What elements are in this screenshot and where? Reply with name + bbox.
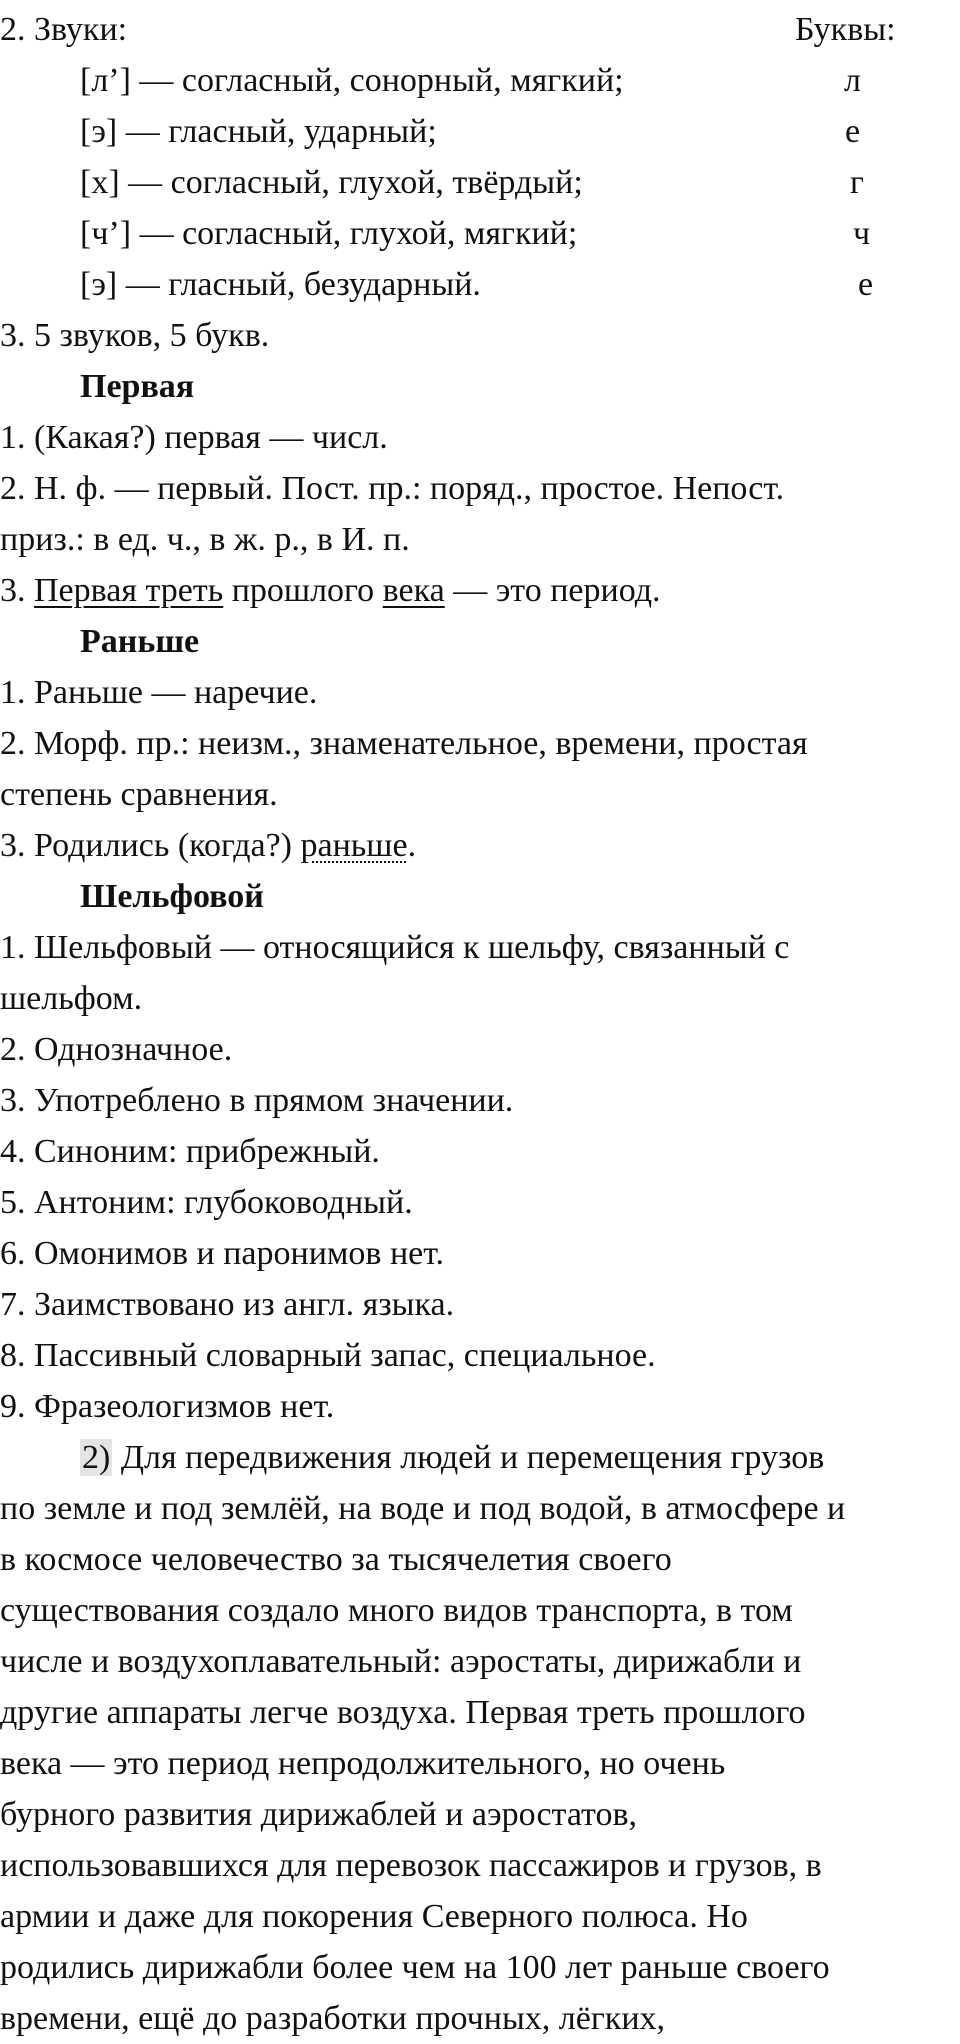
word-heading-pervaya: Первая bbox=[80, 368, 195, 405]
paragraph-line: века — это период непродолжительного, но очень bbox=[0, 1745, 726, 1782]
example-prefix: 3. Родились (когда?) bbox=[0, 827, 301, 864]
paragraph-first-line-text: Для передвижения людей и перемещения грузов bbox=[112, 1439, 825, 1476]
example-suffix: — это период. bbox=[444, 572, 661, 609]
analysis-line: 5. Антоним: глубоководный. bbox=[0, 1184, 413, 1221]
underlined-subject: Первая треть bbox=[34, 572, 224, 609]
analysis-line: 9. Фразеологизмов нет. bbox=[0, 1388, 335, 1425]
letter-cell: е bbox=[858, 266, 874, 303]
example-middle: прошлого bbox=[223, 572, 383, 609]
analysis-line: приз.: в ед. ч., в ж. р., в И. п. bbox=[0, 521, 410, 558]
underlined-adverbial: раньше bbox=[300, 827, 408, 864]
analysis-line: 7. Заимствовано из англ. языка. bbox=[0, 1286, 455, 1323]
analysis-line: 2. Морф. пр.: неизм., знаменательное, времени, простая bbox=[0, 725, 808, 762]
paragraph-line: другие аппараты легче воздуха. Первая треть прошлого bbox=[0, 1694, 806, 1731]
sounds-header-label: 2. Звуки: bbox=[0, 11, 128, 48]
paragraph-line: существования создало много видов транспорта, в том bbox=[0, 1592, 793, 1629]
analysis-line: 6. Омонимов и паронимов нет. bbox=[0, 1235, 445, 1272]
analysis-line: шельфом. bbox=[0, 980, 143, 1017]
paragraph-line: родились дирижабли более чем на 100 лет раньше своего bbox=[0, 1949, 830, 1986]
paragraph-line: числе и воздухоплавательный: аэростаты, дирижабли и bbox=[0, 1643, 802, 1680]
letter-cell: л bbox=[844, 62, 861, 99]
letters-header-label: Буквы: bbox=[795, 11, 896, 48]
sound-row: [ч’] — согласный, глухой, мягкий; bbox=[80, 215, 578, 252]
analysis-line: 1. (Какая?) первая — числ. bbox=[0, 419, 388, 456]
analysis-line: 2. Н. ф. — первый. Пост. пр.: поряд., простое. Непост. bbox=[0, 470, 785, 507]
paragraph-line: бурного развития дирижаблей и аэростатов, bbox=[0, 1796, 638, 1833]
underlined-word: века bbox=[382, 572, 445, 609]
paragraph-line: по земле и под землёй, на воде и под водой, в атмосфере и bbox=[0, 1490, 846, 1527]
example-sentence bbox=[0, 565, 661, 616]
analysis-line: 4. Синоним: прибрежный. bbox=[0, 1133, 380, 1170]
sounds-total: 3. 5 звуков, 5 букв. bbox=[0, 317, 270, 354]
analysis-line: 8. Пассивный словарный запас, специальное. bbox=[0, 1337, 656, 1374]
analysis-line: 3. Употреблено в прямом значении. bbox=[0, 1082, 514, 1119]
paragraph-line: армии и даже для покорения Северного полюса. Но bbox=[0, 1898, 748, 1935]
analysis-line: 2. Однозначное. bbox=[0, 1031, 233, 1068]
letter-cell: г bbox=[850, 164, 864, 201]
paragraph-line: использовавшихся для перевозок пассажиров и грузов, в bbox=[0, 1847, 822, 1884]
sound-row: [л’] — согласный, сонорный, мягкий; bbox=[80, 62, 624, 99]
analysis-line: 1. Раньше — наречие. bbox=[0, 674, 318, 711]
letter-cell: е bbox=[845, 113, 861, 150]
analysis-line: 1. Шельфовый — относящийся к шельфу, связанный с bbox=[0, 929, 790, 966]
sound-row: [э] — гласный, ударный; bbox=[80, 113, 437, 150]
word-heading-ranshe: Раньше bbox=[80, 623, 200, 660]
letter-cell: ч bbox=[853, 215, 871, 252]
paragraph-line: времени, ещё до разработки прочных, лёгких, bbox=[0, 2000, 666, 2037]
sound-row: [х] — согласный, глухой, твёрдый; bbox=[80, 164, 583, 201]
example-prefix: 3. bbox=[0, 572, 34, 609]
example-suffix: . bbox=[407, 827, 417, 864]
paragraph-line: в космосе человечество за тысячелетия своего bbox=[0, 1541, 672, 1578]
analysis-line: степень сравнения. bbox=[0, 776, 278, 813]
sound-row: [э] — гласный, безударный. bbox=[80, 266, 481, 303]
example-sentence bbox=[0, 820, 416, 871]
word-heading-shelf: Шельфовой bbox=[80, 878, 264, 915]
paragraph-marker: 2) bbox=[82, 1439, 111, 1476]
paragraph-first-line bbox=[80, 1432, 824, 1483]
